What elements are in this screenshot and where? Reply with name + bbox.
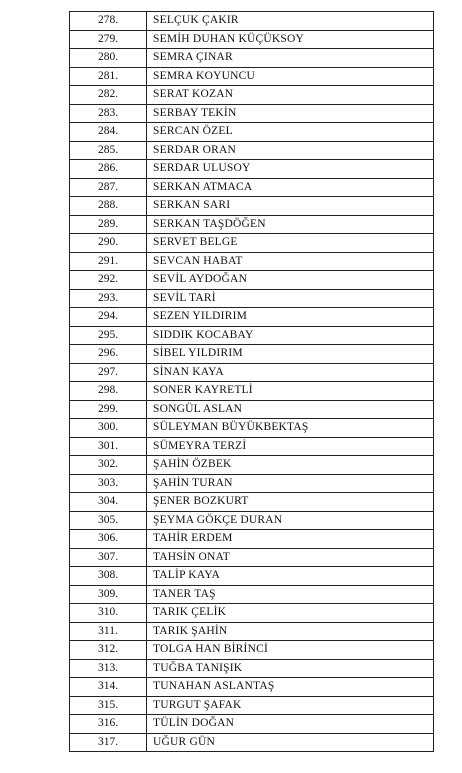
- person-name-cell: SEMRA KOYUNCU: [147, 67, 434, 86]
- row-number-cell: 315.: [70, 696, 147, 715]
- table-row: [70, 474, 434, 493]
- person-name-cell: SERDAR ORAN: [147, 141, 434, 160]
- person-name-cell: SERCAN ÖZEL: [147, 123, 434, 142]
- row-number-cell: 281.: [70, 67, 147, 86]
- table-row: [70, 567, 434, 586]
- row-number-cell: 286.: [70, 160, 147, 179]
- table-row: [70, 308, 434, 327]
- row-number-cell: 283.: [70, 104, 147, 123]
- row-number-cell: 289.: [70, 215, 147, 234]
- person-name-cell: ŞEYMA GÖKÇE DURAN: [147, 511, 434, 530]
- row-number-cell: 308.: [70, 567, 147, 586]
- row-number-cell: 304.: [70, 493, 147, 512]
- row-number-cell: 302.: [70, 456, 147, 475]
- person-name-cell: SERKAN TAŞDÖĞEN: [147, 215, 434, 234]
- table-row: [70, 548, 434, 567]
- table-row: [70, 141, 434, 160]
- table-row: [70, 493, 434, 512]
- table-row: [70, 456, 434, 475]
- row-number-cell: 305.: [70, 511, 147, 530]
- row-number-cell: 290.: [70, 234, 147, 253]
- row-number-cell: 306.: [70, 530, 147, 549]
- person-name-cell: SEMİH DUHAN KÜÇÜKSOY: [147, 30, 434, 49]
- person-name-cell: TÜLİN DOĞAN: [147, 715, 434, 734]
- row-number-cell: 284.: [70, 123, 147, 142]
- table-row: [70, 326, 434, 345]
- row-number-cell: 303.: [70, 474, 147, 493]
- row-number-cell: 285.: [70, 141, 147, 160]
- person-name-cell: SERDAR ULUSOY: [147, 160, 434, 179]
- table-row: [70, 49, 434, 68]
- person-name-cell: TARIK ÇELİK: [147, 604, 434, 623]
- person-name-cell: TOLGA HAN BİRİNCİ: [147, 641, 434, 660]
- table-row: [70, 160, 434, 179]
- person-name-cell: SELÇUK ÇAKIR: [147, 12, 434, 31]
- table-row: [70, 604, 434, 623]
- person-name-cell: SERKAN ATMACA: [147, 178, 434, 197]
- table-row: [70, 511, 434, 530]
- table-row: [70, 622, 434, 641]
- person-name-cell: TUĞBA TANIŞIK: [147, 659, 434, 678]
- row-number-cell: 282.: [70, 86, 147, 105]
- table-row: [70, 252, 434, 271]
- row-number-cell: 280.: [70, 49, 147, 68]
- table-row: [70, 86, 434, 105]
- row-number-cell: 292.: [70, 271, 147, 290]
- row-number-cell: 310.: [70, 604, 147, 623]
- person-name-cell: ŞAHİN ÖZBEK: [147, 456, 434, 475]
- table-row: [70, 289, 434, 308]
- table-row: [70, 271, 434, 290]
- table-row: [70, 641, 434, 660]
- person-name-cell: UĞUR GÜN: [147, 733, 434, 752]
- row-number-cell: 291.: [70, 252, 147, 271]
- row-number-cell: 298.: [70, 382, 147, 401]
- person-name-cell: SÜLEYMAN BÜYÜKBEKTAŞ: [147, 419, 434, 438]
- row-number-cell: 316.: [70, 715, 147, 734]
- row-number-cell: 278.: [70, 12, 147, 31]
- table-row: [70, 715, 434, 734]
- table-row: [70, 215, 434, 234]
- person-name-cell: SIDDIK KOCABAY: [147, 326, 434, 345]
- person-name-cell: SEVİL AYDOĞAN: [147, 271, 434, 290]
- row-number-cell: 312.: [70, 641, 147, 660]
- row-number-cell: 295.: [70, 326, 147, 345]
- person-name-cell: TALİP KAYA: [147, 567, 434, 586]
- table-row: [70, 585, 434, 604]
- row-number-cell: 314.: [70, 678, 147, 697]
- table-row: [70, 178, 434, 197]
- person-name-cell: SONGÜL ASLAN: [147, 400, 434, 419]
- row-number-cell: 296.: [70, 345, 147, 364]
- row-number-cell: 300.: [70, 419, 147, 438]
- person-name-cell: TARIK ŞAHİN: [147, 622, 434, 641]
- person-name-cell: SİBEL YILDIRIM: [147, 345, 434, 364]
- row-number-cell: 317.: [70, 733, 147, 752]
- table-row: [70, 12, 434, 31]
- person-name-cell: SEMRA ÇINAR: [147, 49, 434, 68]
- person-name-cell: TANER TAŞ: [147, 585, 434, 604]
- person-name-cell: SÜMEYRA TERZİ: [147, 437, 434, 456]
- person-name-cell: SERKAN SARI: [147, 197, 434, 216]
- row-number-cell: 297.: [70, 363, 147, 382]
- row-number-cell: 311.: [70, 622, 147, 641]
- person-name-cell: SEVCAN HABAT: [147, 252, 434, 271]
- person-name-cell: TURGUT ŞAFAK: [147, 696, 434, 715]
- person-name-cell: SEZEN YILDIRIM: [147, 308, 434, 327]
- table-row: [70, 382, 434, 401]
- table-row: [70, 400, 434, 419]
- row-number-cell: 288.: [70, 197, 147, 216]
- row-number-cell: 307.: [70, 548, 147, 567]
- person-name-cell: TUNAHAN ASLANTAŞ: [147, 678, 434, 697]
- table-row: [70, 733, 434, 752]
- table-row: [70, 234, 434, 253]
- row-number-cell: 293.: [70, 289, 147, 308]
- person-name-cell: SERVET BELGE: [147, 234, 434, 253]
- table-row: [70, 678, 434, 697]
- table-row: [70, 659, 434, 678]
- table-row: [70, 419, 434, 438]
- person-name-cell: TAHİR ERDEM: [147, 530, 434, 549]
- row-number-cell: 279.: [70, 30, 147, 49]
- person-name-cell: SERBAY TEKİN: [147, 104, 434, 123]
- table-row: [70, 197, 434, 216]
- table-row: [70, 67, 434, 86]
- table-row: [70, 363, 434, 382]
- row-number-cell: 309.: [70, 585, 147, 604]
- table-row: [70, 104, 434, 123]
- person-name-cell: SONER KAYRETLİ: [147, 382, 434, 401]
- person-name-cell: SERAT KOZAN: [147, 86, 434, 105]
- row-number-cell: 294.: [70, 308, 147, 327]
- row-number-cell: 299.: [70, 400, 147, 419]
- person-name-cell: ŞAHİN TURAN: [147, 474, 434, 493]
- person-name-cell: SİNAN KAYA: [147, 363, 434, 382]
- table-row: [70, 345, 434, 364]
- person-name-cell: SEVİL TARİ: [147, 289, 434, 308]
- table-row: [70, 30, 434, 49]
- table-row: [70, 530, 434, 549]
- table-row: [70, 696, 434, 715]
- row-number-cell: 301.: [70, 437, 147, 456]
- table-row: [70, 437, 434, 456]
- person-name-cell: TAHSİN ONAT: [147, 548, 434, 567]
- row-number-cell: 287.: [70, 178, 147, 197]
- row-number-cell: 313.: [70, 659, 147, 678]
- person-name-cell: ŞENER BOZKURT: [147, 493, 434, 512]
- name-list-body: [70, 12, 434, 752]
- table-row: [70, 123, 434, 142]
- name-list-table: [69, 11, 434, 752]
